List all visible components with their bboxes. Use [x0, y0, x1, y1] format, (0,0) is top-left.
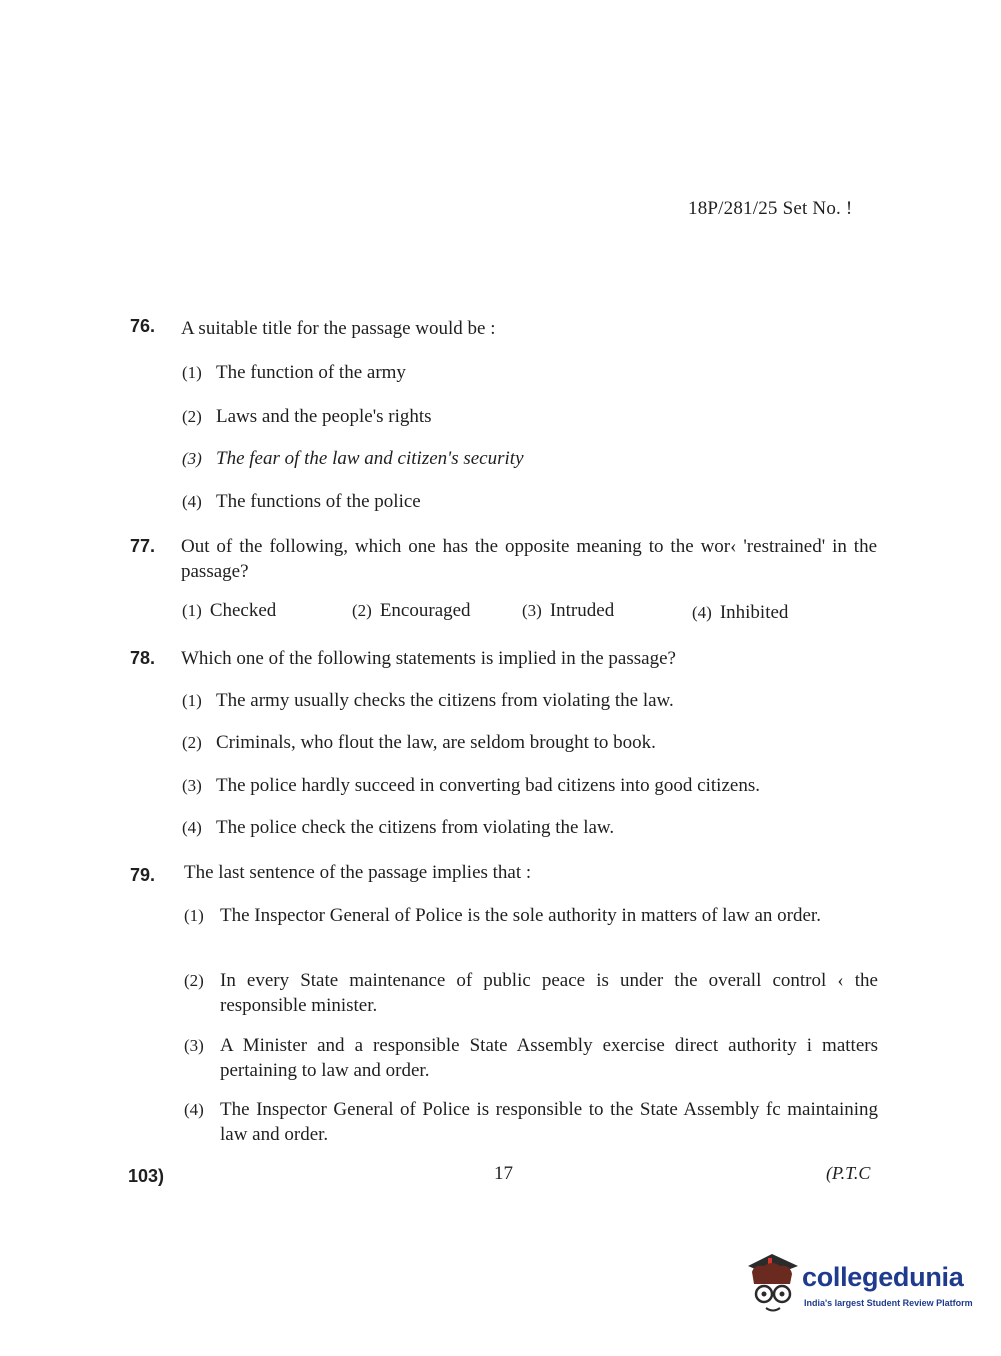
option: [522, 600, 614, 622]
question-text: Out of the following, which one has the opposite meaning to the wor‹ 'restrained' in the passage?: [181, 536, 877, 582]
question-number: 77.: [130, 536, 156, 556]
option-text: The fear of the law and citizen's security: [216, 448, 524, 469]
option-number: (2): [352, 601, 372, 620]
question-number: 76.: [130, 316, 156, 336]
option-text: The Inspector General of Police is responsible to the State Assembly fc maintaining law and order.: [220, 1099, 878, 1145]
option: [182, 446, 876, 471]
option: [182, 688, 876, 713]
question-text: Which one of the following statements is implied in the passage?: [181, 648, 676, 669]
option: [184, 903, 878, 928]
option-text: Inhibited: [719, 602, 789, 623]
option-text: Laws and the people's rights: [216, 406, 432, 427]
option-number: (2): [182, 407, 202, 426]
option-text: Checked: [209, 600, 277, 621]
question-number: 78.: [130, 648, 156, 668]
booklet-code: 103): [128, 1166, 165, 1186]
option-number: (3): [184, 1036, 204, 1055]
option-number: (1): [184, 906, 204, 925]
option-text: The police check the citizens from violating the law.: [216, 817, 615, 838]
brand-tagline: India's largest Student Review Platform: [804, 1298, 973, 1308]
option-number: (1): [182, 601, 202, 620]
option-number: (3): [182, 449, 202, 468]
option: [184, 1033, 878, 1083]
question-number: 79.: [130, 865, 156, 885]
option-number: (2): [184, 971, 204, 990]
option-number: (3): [182, 776, 202, 795]
page-number: 17: [494, 1163, 513, 1184]
option-number: (3): [522, 601, 542, 620]
option-text: Criminals, who flout the law, are seldom brought to book.: [216, 732, 656, 753]
question-text: The last sentence of the passage implies that :: [184, 862, 532, 883]
option: [184, 968, 878, 1018]
collegedunia-logo: [742, 1250, 972, 1320]
option-number: (4): [182, 818, 202, 837]
option-text: The army usually checks the citizens from violating the law.: [216, 690, 674, 711]
option-text: The functions of the police: [216, 491, 421, 512]
option-text: A Minister and a responsible State Assembly exercise direct authority i matters pertaining to law and order.: [220, 1035, 878, 1081]
option: [352, 600, 471, 622]
option-text: In every State maintenance of public peace is under the overall control ‹ the responsible minister.: [220, 970, 878, 1016]
option: [182, 600, 276, 622]
option: [182, 730, 876, 755]
brand-name: collegedunia: [802, 1262, 964, 1292]
question-text: A suitable title for the passage would be :: [181, 318, 496, 339]
option-text: The police hardly succeed in converting bad citizens into good citizens.: [216, 775, 760, 796]
option-text: The function of the army: [216, 362, 406, 383]
option: [182, 489, 876, 514]
option: [184, 1097, 878, 1147]
please-turn-over: (P.T.C: [826, 1163, 871, 1183]
option-number: (4): [184, 1100, 204, 1119]
option-text: The Inspector General of Police is the sole authority in matters of law an order.: [220, 905, 821, 926]
option-number: (4): [692, 603, 712, 622]
option: [182, 404, 876, 429]
option-number: (1): [182, 691, 202, 710]
paper-code: 18P/281/25 Set No. !: [688, 198, 853, 219]
option: [182, 815, 876, 840]
option-number: (1): [182, 363, 202, 382]
option-text: Intruded: [549, 600, 615, 621]
mascot-icon: [742, 1250, 802, 1320]
option: [182, 773, 876, 798]
option-number: (4): [182, 492, 202, 511]
option: [182, 360, 876, 385]
option-number: (2): [182, 733, 202, 752]
option-text: Encouraged: [379, 600, 471, 621]
option: [692, 602, 788, 624]
